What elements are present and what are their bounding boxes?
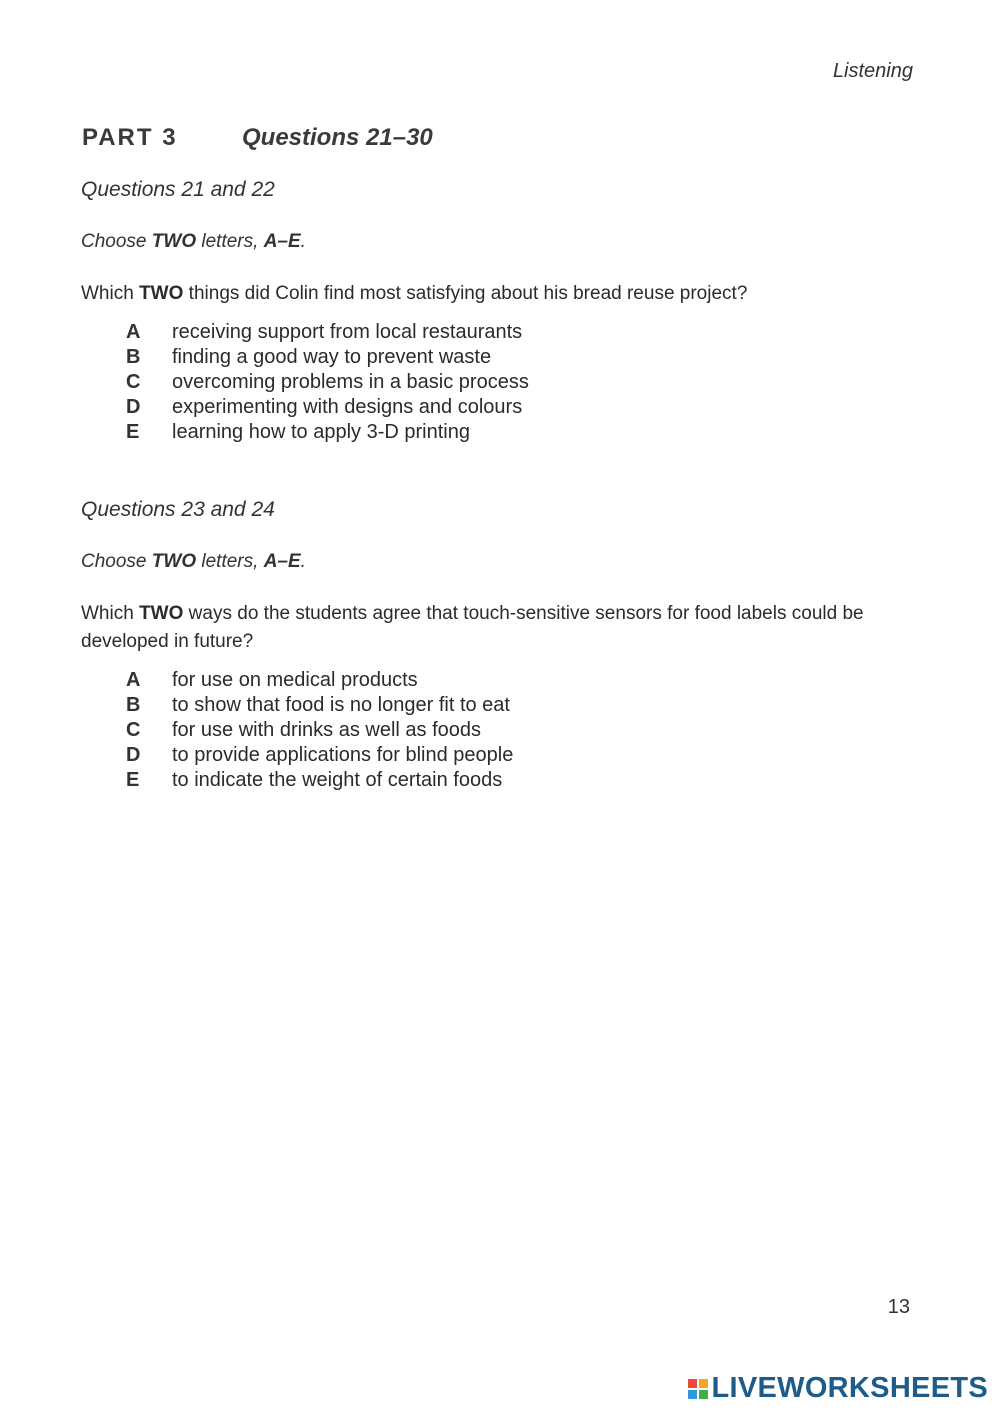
option-d[interactable]	[126, 395, 901, 420]
liveworksheets-brand[interactable]	[688, 1372, 989, 1405]
options-list	[126, 668, 901, 793]
option-letter: D	[126, 396, 141, 418]
logo-square	[699, 1390, 708, 1399]
instruction-suffix: .	[300, 551, 306, 572]
options-list	[126, 320, 901, 445]
option-text: learning how to apply 3-D printing	[172, 421, 470, 443]
question-prefix: Which	[81, 283, 140, 304]
instruction	[81, 551, 901, 573]
option-d[interactable]	[126, 743, 901, 768]
instruction-middle: letters,	[196, 231, 264, 252]
question-stem	[81, 600, 881, 656]
logo-square	[688, 1379, 697, 1388]
question-prefix: Which	[81, 603, 140, 624]
option-c[interactable]	[126, 370, 901, 395]
brand-name: LIVEWORKSHEETS	[711, 1372, 988, 1404]
option-letter: E	[126, 769, 140, 791]
option-letter: A	[126, 321, 141, 343]
option-text: for use on medical products	[172, 669, 418, 691]
instruction-bold-count: TWO	[151, 551, 197, 572]
part-label: PART 3	[82, 124, 178, 151]
option-text: to show that food is no longer fit to eat	[172, 694, 510, 716]
option-text: to indicate the weight of certain foods	[172, 769, 503, 791]
section-title: Questions 21 and 22	[81, 178, 275, 201]
option-e[interactable]	[126, 768, 901, 793]
instruction-prefix: Choose	[81, 551, 152, 572]
question-group-23-24	[81, 498, 901, 793]
question-stem	[81, 280, 901, 308]
section-title: Questions 23 and 24	[81, 498, 275, 521]
part-heading	[82, 124, 433, 152]
option-text: overcoming problems in a basic process	[172, 371, 529, 393]
option-c[interactable]	[126, 718, 901, 743]
page-number: 13	[887, 1296, 910, 1318]
option-a[interactable]	[126, 668, 901, 693]
instruction-bold-range: A–E	[263, 231, 301, 252]
part-question-range: Questions 21–30	[242, 124, 433, 151]
option-letter: E	[126, 421, 140, 443]
instruction	[81, 231, 901, 253]
instruction-prefix: Choose	[81, 231, 152, 252]
question-group-21-22	[81, 178, 901, 445]
instruction-bold-count: TWO	[151, 231, 197, 252]
option-text: finding a good way to prevent waste	[172, 346, 492, 368]
question-text: things did Colin find most satisfying about his bread reuse project?	[183, 283, 748, 304]
option-letter: C	[126, 719, 141, 741]
option-letter: B	[126, 694, 141, 716]
option-letter: D	[126, 744, 141, 766]
option-e[interactable]	[126, 420, 901, 445]
option-b[interactable]	[126, 345, 901, 370]
running-head: Listening	[832, 60, 913, 82]
option-letter: B	[126, 346, 141, 368]
option-b[interactable]	[126, 693, 901, 718]
question-bold: TWO	[139, 603, 184, 624]
option-text: for use with drinks as well as foods	[172, 719, 482, 741]
question-text: ways do the students agree that touch-sensitive sensors for food labels could be developed in future?	[81, 603, 864, 652]
instruction-bold-range: A–E	[263, 551, 301, 572]
instruction-middle: letters,	[196, 551, 264, 572]
option-text: to provide applications for blind people	[172, 744, 514, 766]
option-letter: C	[126, 371, 141, 393]
instruction-suffix: .	[300, 231, 306, 252]
option-a[interactable]	[126, 320, 901, 345]
logo-square	[688, 1390, 697, 1399]
option-letter: A	[126, 669, 141, 691]
logo-square	[699, 1379, 708, 1388]
option-text: experimenting with designs and colours	[172, 396, 523, 418]
option-text: receiving support from local restaurants	[172, 321, 523, 343]
liveworksheets-logo-icon	[688, 1379, 708, 1399]
question-bold: TWO	[139, 283, 184, 304]
